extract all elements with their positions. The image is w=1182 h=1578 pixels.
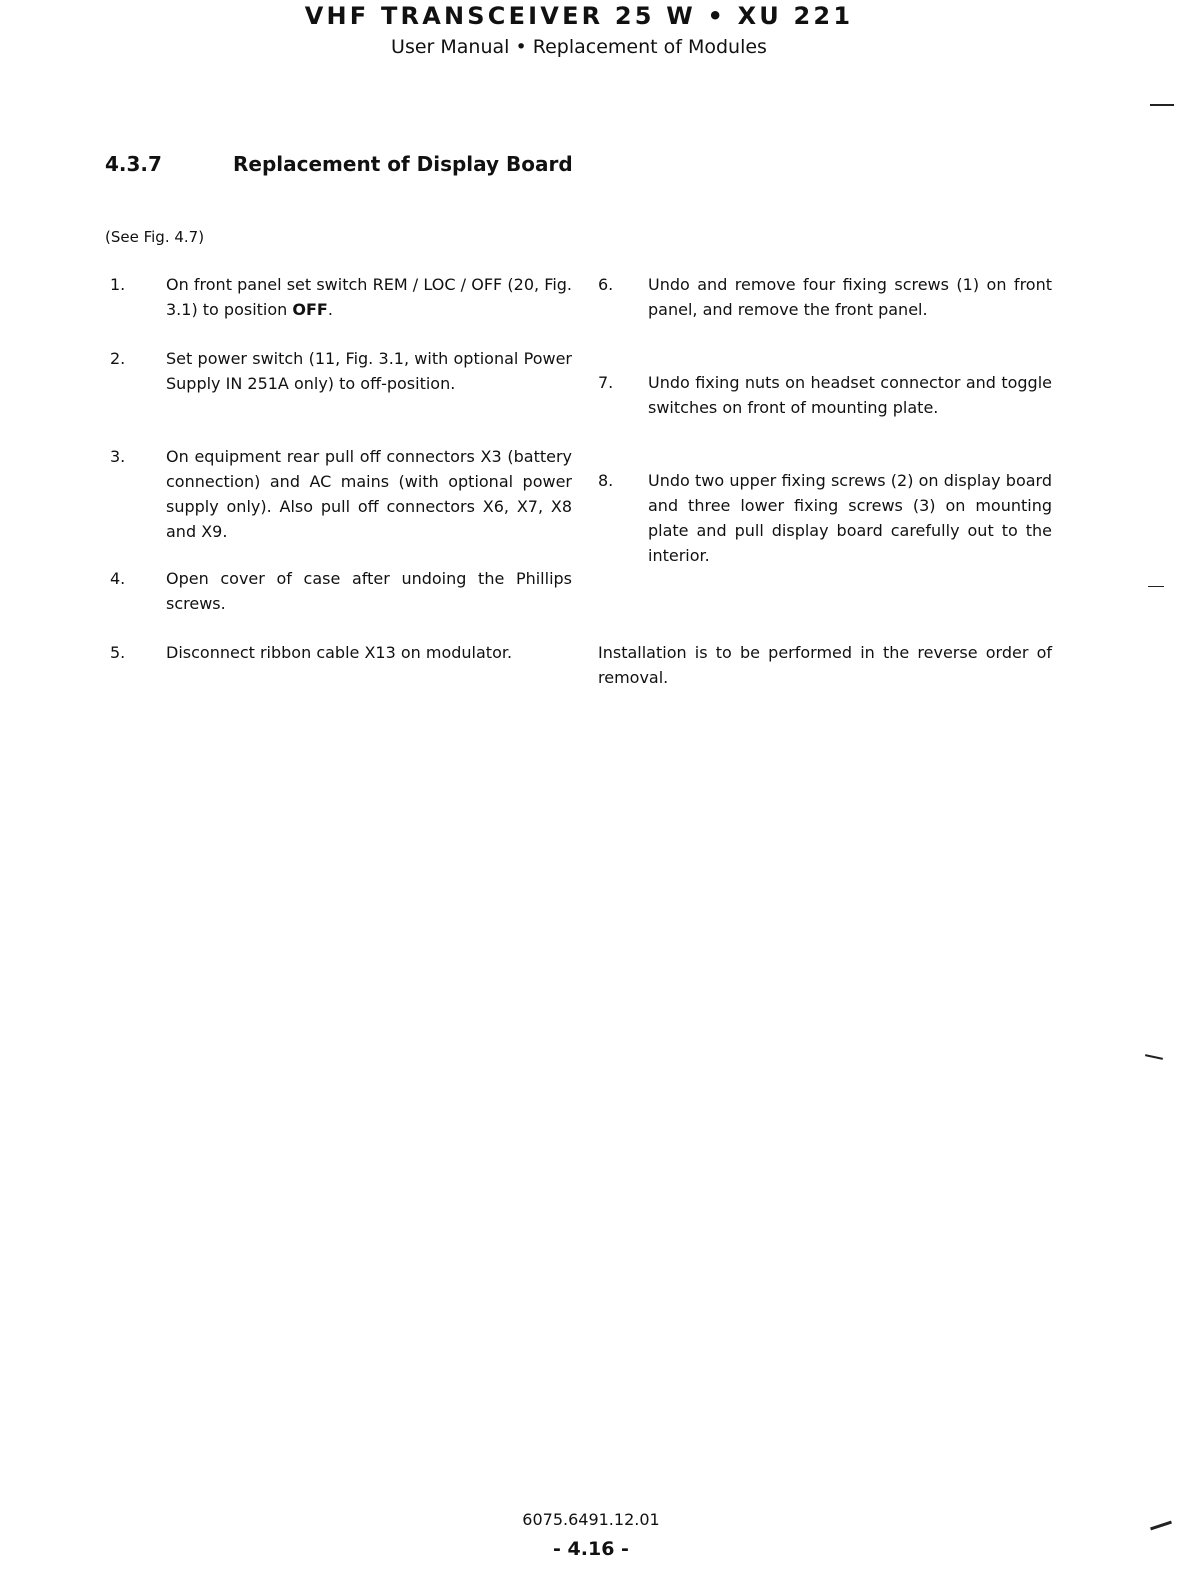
section-title: Replacement of Display Board	[233, 152, 573, 176]
step-text: On front panel set switch REM / LOC / OFF (20, Fig. 3.1) to position OFF.	[166, 275, 572, 319]
step-number: 4.	[110, 569, 126, 588]
step-text: Set power switch (11, Fig. 3.1, with optional Power Supply IN 251A only) to off-position.	[166, 349, 572, 393]
step-number: 3.	[110, 447, 126, 466]
step-item	[110, 272, 580, 322]
document-subtitle: User Manual • Replacement of Modules	[391, 36, 767, 58]
step-text: Open cover of case after undoing the Phillips screws.	[166, 569, 572, 613]
step-text: Undo and remove four fixing screws (1) on front panel, and remove the front panel.	[648, 275, 1052, 319]
step-number: 1.	[110, 275, 126, 294]
step-text: Undo fixing nuts on headset connector and toggle switches on front of mounting plate.	[648, 373, 1052, 417]
step-item	[110, 346, 580, 421]
step-number: 6.	[598, 275, 614, 294]
installation-note: Installation is to be performed in the reverse order of removal.	[598, 643, 1052, 687]
step-item	[110, 444, 580, 544]
step-item	[598, 468, 1058, 568]
figure-reference: (See Fig. 4.7)	[105, 228, 205, 246]
step-number: 2.	[110, 349, 126, 368]
page-number: - 4.16 -	[553, 1538, 629, 1560]
step-item	[110, 640, 580, 690]
step-bold-text: OFF	[292, 300, 328, 319]
step-number: 7.	[598, 373, 614, 392]
scan-mark	[1148, 586, 1164, 587]
step-number: 5.	[110, 643, 126, 662]
section-number: 4.3.7	[105, 152, 162, 176]
step-item	[598, 370, 1058, 445]
step-number: 8.	[598, 471, 614, 490]
step-text: Undo two upper fixing screws (2) on display board and three lower fixing screws (3) on mounting plate and pull display board carefully out to the interior.	[648, 471, 1052, 565]
step-text: On equipment rear pull off connectors X3 (battery connection) and AC mains (with optional power supply only). Also pull off connectors X6, X7, X8 and X9.	[166, 447, 572, 541]
step-item	[598, 272, 1058, 347]
scan-mark	[1150, 104, 1174, 106]
document-title: VHF TRANSCEIVER 25 W • XU 221	[304, 2, 854, 30]
scan-mark	[1145, 1054, 1163, 1060]
step-text: Disconnect ribbon cable X13 on modulator.	[166, 643, 513, 662]
step-item	[110, 566, 580, 616]
document-code: 6075.6491.12.01	[522, 1510, 660, 1529]
